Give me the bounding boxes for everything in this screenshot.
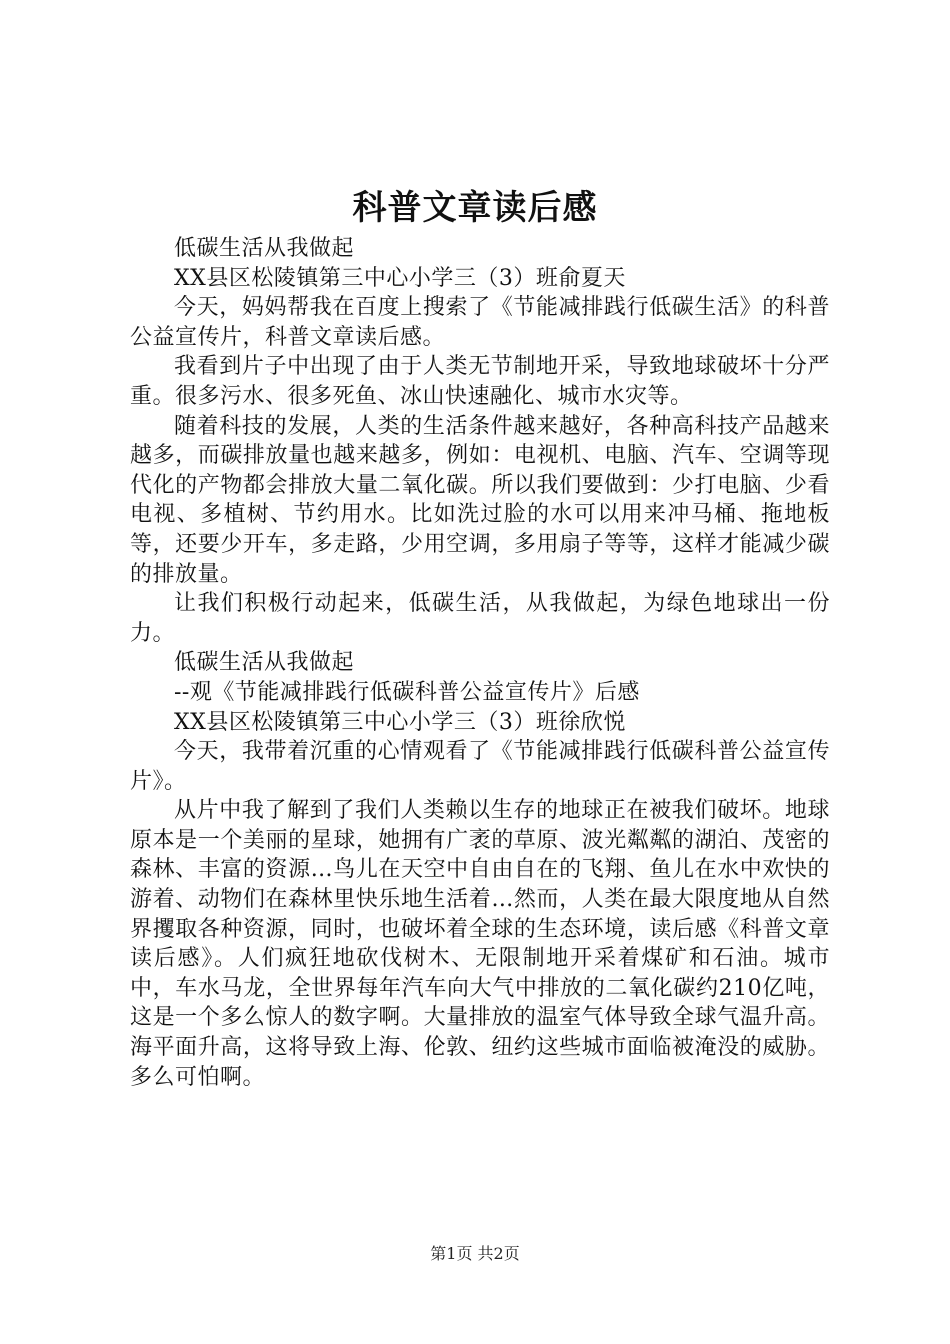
paragraph: XX县区松陵镇第三中心小学三（3）班俞夏天 (174, 265, 626, 291)
paragraph: 让我们积极行动起来，低碳生活，从我做起，为绿色地球出一份力。 (130, 591, 830, 646)
paragraph: --观《节能减排践行低碳科普公益宣传片》后感 (174, 679, 640, 705)
paragraph: XX县区松陵镇第三中心小学三（3）班徐欣悦 (174, 709, 626, 735)
document-title: 科普文章读后感 (352, 188, 598, 228)
page-number-label: 第1页 共2页 (430, 1244, 520, 1263)
paragraph: 今天，妈妈帮我在百度上搜索了《节能减排践行低碳生活》的科普公益宣传片，科普文章读后感。 (130, 295, 830, 350)
paragraph: 低碳生活从我做起 (174, 236, 355, 261)
paragraph: 我看到片子中出现了由于人类无节制地开采，导致地球破坏十分严重。很多污水、很多死鱼、冰山快速融化、城市水灾等。 (130, 354, 830, 409)
paragraph: 从片中我了解到了我们人类赖以生存的地球正在被我们破坏。地球原本是一个美丽的星球，她拥有广袤的草原、波光粼粼的湖泊、茂密的森林、丰富的资源…鸟儿在天空中自由自在的飞翔、鱼儿在水中欢快的游着、动物们在森林里快乐地生活着…然而，人类在最大限度地从自然界攫取各种资源，同时，也破坏着全球的生态环境，读后感《科普文章读后感》。人们疯狂地砍伐树木、无限制地开采着煤矿和石油。城市中，车水马龙，全世界每年汽车向大气中排放的二氧化碳约210亿吨，这是一个多么惊人的数字啊。大量排放的温室气体导致全球气温升高。海平面升高，这将导致上海、伦敦、纽约这些城市面临被淹没的威胁。多么可怕啊。 (130, 798, 830, 1090)
document-body (130, 234, 830, 1092)
paragraph: 低碳生活从我做起 (174, 650, 355, 676)
paragraph: 今天，我带着沉重的心情观看了《节能减排践行低碳科普公益宣传片》。 (130, 739, 830, 794)
page-footer (0, 1243, 950, 1265)
paragraph: 随着科技的发展，人类的生活条件越来越好，各种高科技产品越来越多，而碳排放量也越来越多，例如：电视机、电脑、汽车、空调等现代化的产物都会排放大量二氧化碳。所以我们要做到：少打电脑、少看电视、多植树、节约用水。比如洗过脸的水可以用来冲马桶、拖地板等，还要少开车，多走路，少用空调，多用扇子等等，这样才能减少碳的排放量。 (130, 413, 830, 587)
